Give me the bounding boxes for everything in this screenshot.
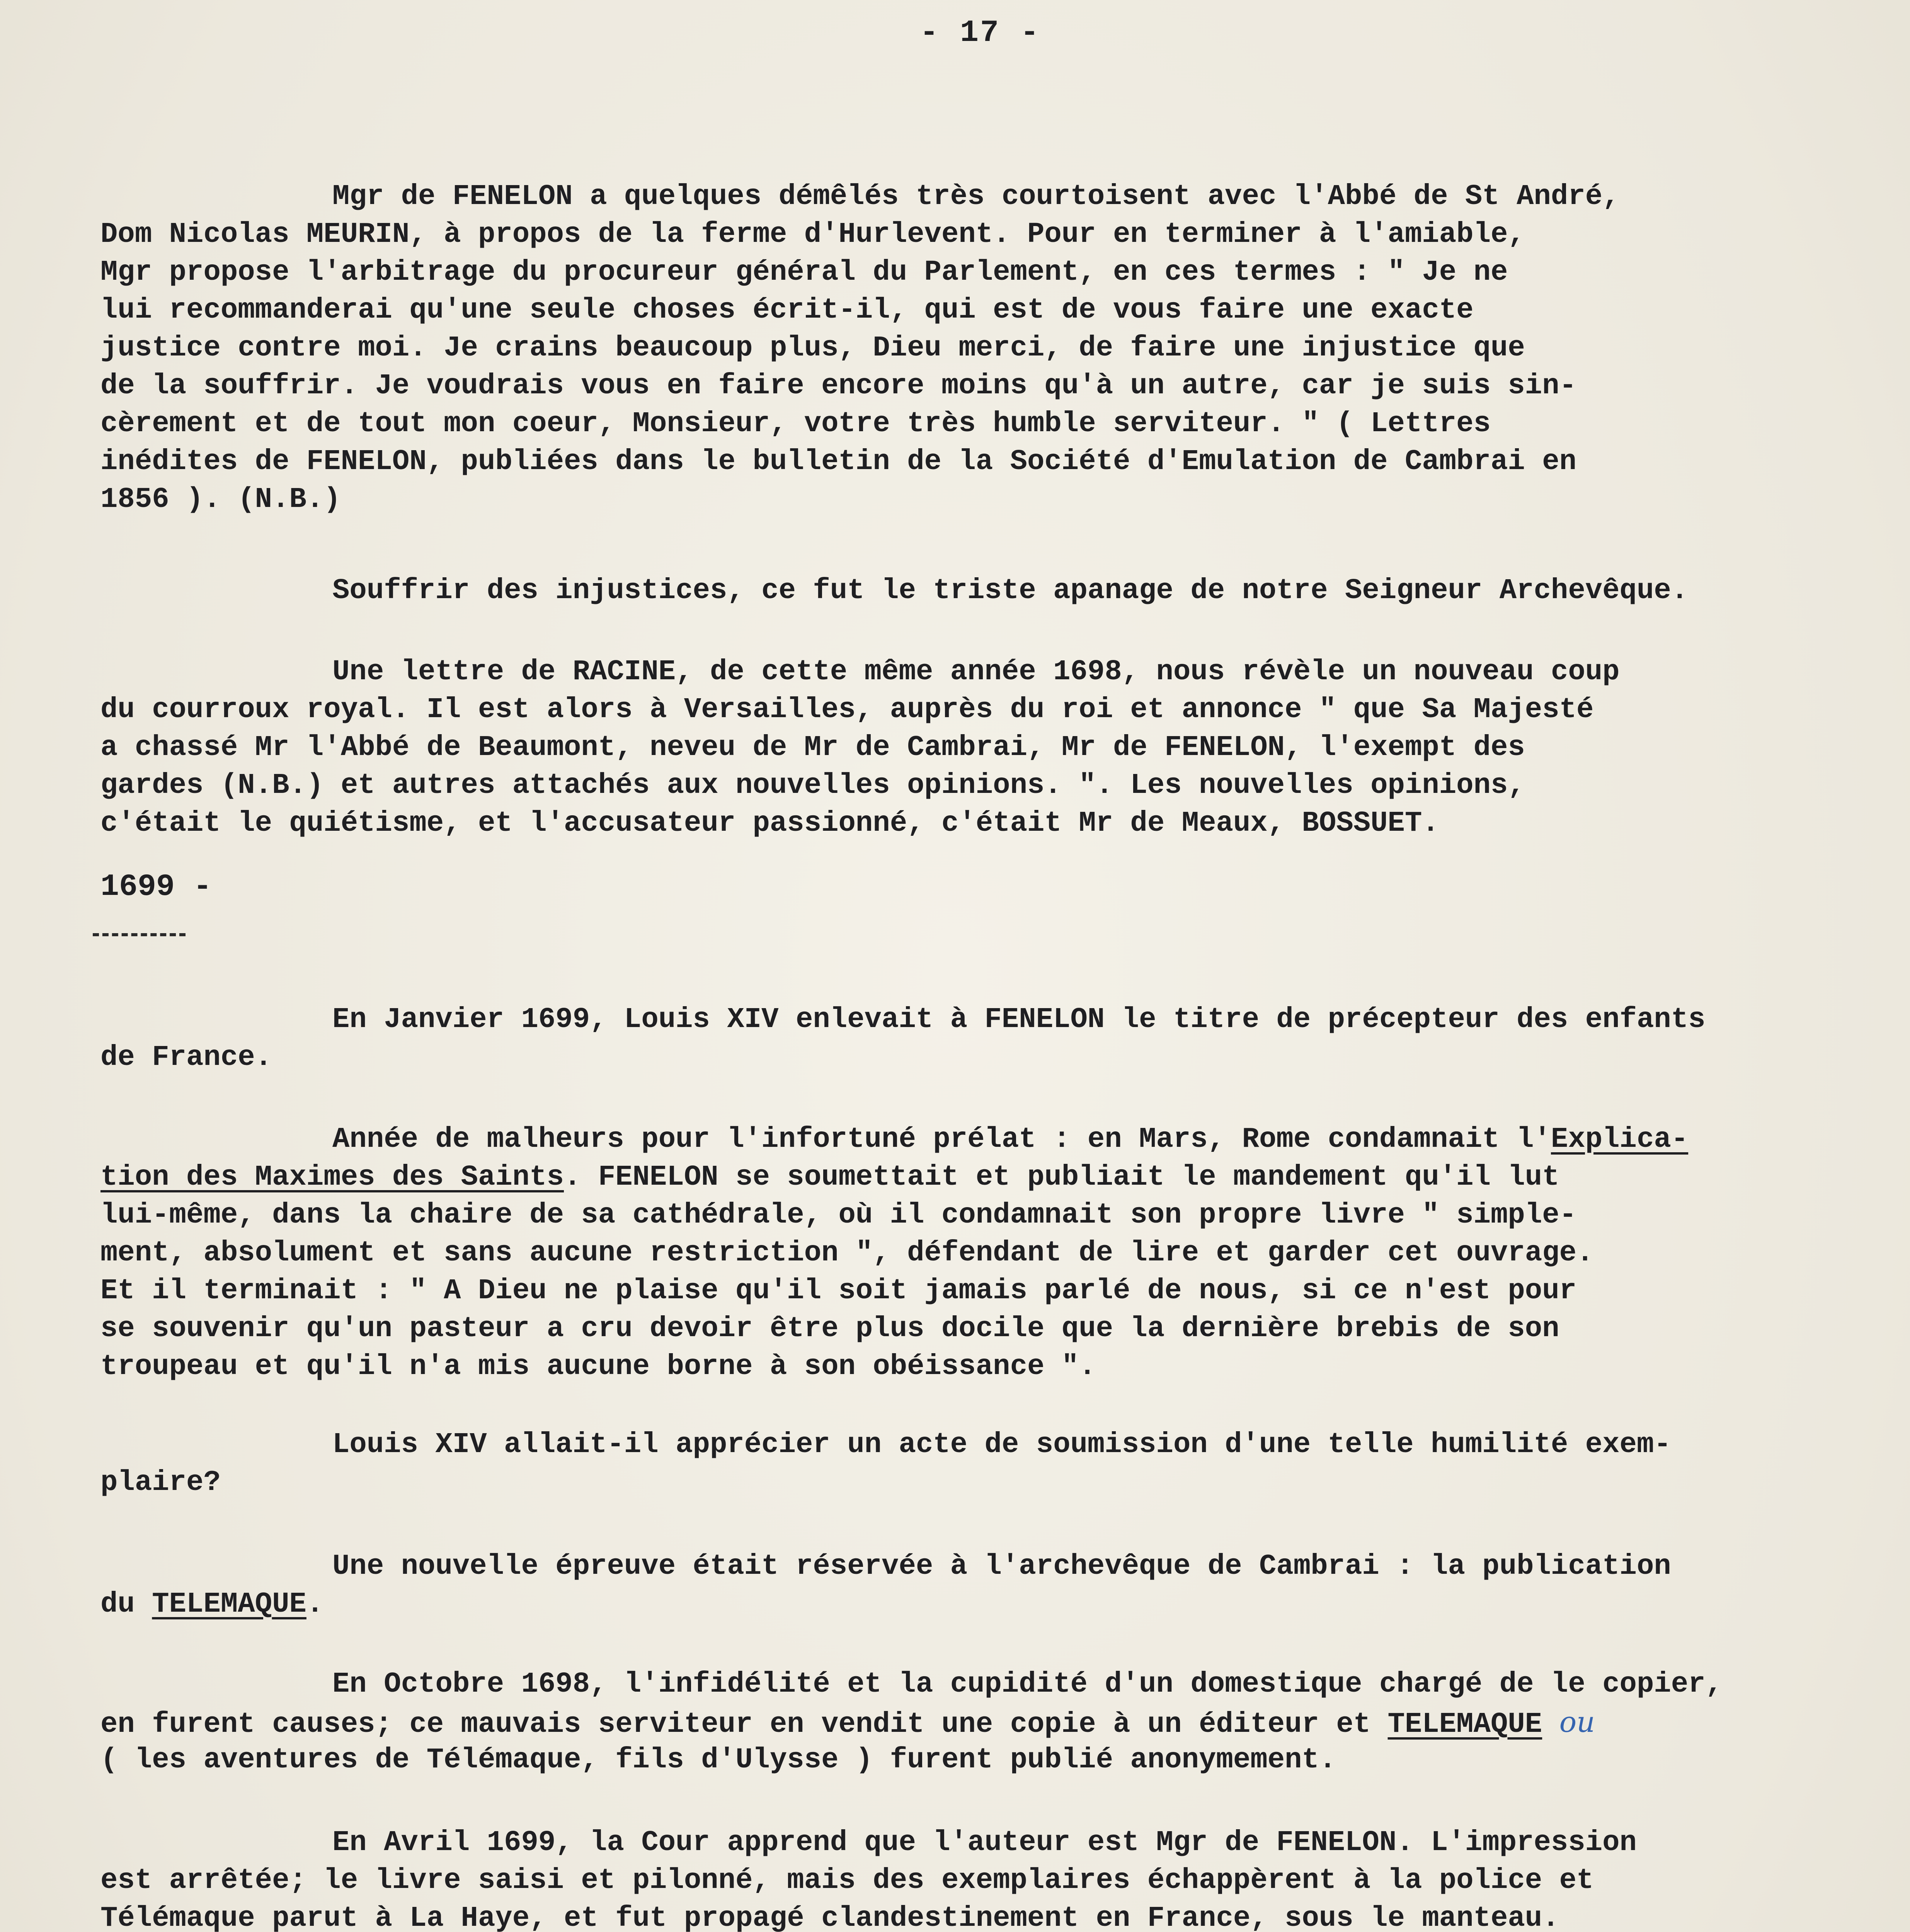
text-fragment: en furent causes; ce mauvais serviteur en vendit une copie à un éditeur et	[100, 1708, 1388, 1741]
text-fragment: Année de malheurs pour l'infortuné prélat : en Mars, Rome condamnait l'	[332, 1123, 1551, 1156]
paragraph-avril-1699	[100, 1824, 1871, 1932]
book-title-maximes: tion des Maximes des Saints	[100, 1161, 564, 1194]
text-line: En Octobre 1698, l'infidélité et la cupidité d'un domestique chargé de le copier,	[332, 1668, 1723, 1701]
book-title-explication: Explica-	[1551, 1123, 1689, 1156]
paragraph-louis-xiv-question	[100, 1426, 1871, 1502]
text-line: Une lettre de RACINE, de cette même année 1698, nous révèle un nouveau coup	[332, 656, 1620, 688]
text-line	[100, 1121, 1871, 1158]
text-line: ( les aventures de Télémaque, fils d'Ulysse ) furent publié anonymement.	[100, 1744, 1336, 1776]
text-fragment: . FENELON se soumettait et publiait le mandement qu'il lut	[564, 1161, 1559, 1194]
text-line: lui recommanderai qu'une seule choses écrit-il, qui est de vous faire une exacte	[100, 294, 1474, 327]
text-line: du courroux royal. Il est alors à Versailles, auprès du roi et annonce " que Sa Majesté	[100, 694, 1594, 726]
text-line: Télémaque parut à La Haye, et fut propagé clandestinement en France, sous le manteau.	[100, 1902, 1559, 1932]
text-line: est arrêtée; le livre saisi et pilonné, mais des exemplaires échappèrent à la police et	[100, 1864, 1594, 1897]
text-line: se souvenir qu'un pasteur a cru devoir être plus docile que la dernière brebis de son	[100, 1313, 1559, 1345]
year-heading-underline	[93, 933, 186, 936]
text-line: lui-même, dans la chaire de sa cathédrale, où il condamnait son propre livre " simple-	[100, 1199, 1577, 1231]
text-fragment: du	[100, 1588, 152, 1621]
text-line: Dom Nicolas MEURIN, à propos de la ferme d'Hurlevent. Pour en terminer à l'amiable,	[100, 218, 1525, 251]
text-fragment: .	[306, 1588, 324, 1621]
text-line: inédites de FENELON, publiées dans le bulletin de la Société d'Emulation de Cambrai en	[100, 446, 1577, 478]
text-line: 1856 ). (N.B.)	[100, 483, 341, 516]
text-line	[100, 1158, 1871, 1196]
text-line	[100, 1703, 1871, 1741]
handwritten-annotation: ou	[1559, 1706, 1595, 1739]
book-title-telemaque: TELEMAQUE	[152, 1588, 306, 1621]
text-line: Une nouvelle épreuve était réservée à l'archevêque de Cambrai : la publication	[332, 1550, 1671, 1583]
text-line: En Janvier 1699, Louis XIV enlevait à FENELON le titre de précepteur des enfants	[332, 1003, 1706, 1036]
year-heading: 1699 -	[100, 869, 212, 905]
paragraph-nouvelle-epreuve	[100, 1548, 1871, 1623]
paragraph-janvier-1699	[100, 1001, 1871, 1077]
text-line: gardes (N.B.) et autres attachés aux nouvelles opinions. ". Les nouvelles opinions,	[100, 769, 1525, 802]
text-line: a chassé Mr l'Abbé de Beaumont, neveu de Mr de Cambrai, Mr de FENELON, l'exempt des	[100, 731, 1525, 764]
text-line: de France.	[100, 1041, 272, 1074]
text-line: troupeau et qu'il n'a mis aucune borne à son obéissance ".	[100, 1350, 1096, 1383]
book-title-telemaque: TELEMAQUE	[1387, 1708, 1542, 1741]
text-line: c'était le quiétisme, et l'accusateur passionné, c'était Mr de Meaux, BOSSUET.	[100, 807, 1439, 840]
paragraph-injustices	[100, 572, 1871, 610]
text-line: Louis XIV allait-il apprécier un acte de soumission d'une telle humilité exem-	[332, 1429, 1671, 1461]
text-line: Mgr de FENELON a quelques démêlés très courtoisent avec l'Abbé de St André,	[332, 180, 1620, 213]
text-line: de la souffrir. Je voudrais vous en faire encore moins qu'à un autre, car je suis sin-	[100, 370, 1577, 402]
text-line	[100, 1585, 1871, 1623]
paragraph-octobre-1698	[100, 1665, 1871, 1779]
text-line: Souffrir des injustices, ce fut le triste apanage de notre Seigneur Archevêque.	[332, 575, 1689, 607]
page-number: - 17 -	[920, 15, 1041, 51]
text-line: ment, absolument et sans aucune restriction ", défendant de lire et garder cet ouvrage.	[100, 1237, 1594, 1269]
text-line: Mgr propose l'arbitrage du procureur général du Parlement, en ces termes : " Je ne	[100, 256, 1508, 289]
paragraph-fenelon-abbe	[100, 178, 1871, 519]
paragraph-explication-maximes	[100, 1121, 1871, 1386]
text-line: En Avril 1699, la Cour apprend que l'auteur est Mgr de FENELON. L'impression	[332, 1827, 1637, 1859]
paragraph-racine-letter	[100, 653, 1871, 842]
text-line: Et il terminait : " A Dieu ne plaise qu'il soit jamais parlé de nous, si ce n'est pour	[100, 1275, 1577, 1307]
text-line: plaire?	[100, 1466, 221, 1499]
text-line: justice contre moi. Je crains beaucoup plus, Dieu merci, de faire une injustice que	[100, 332, 1525, 364]
text-line: cèrement et de tout mon coeur, Monsieur, votre très humble serviteur. " ( Lettres	[100, 408, 1491, 440]
